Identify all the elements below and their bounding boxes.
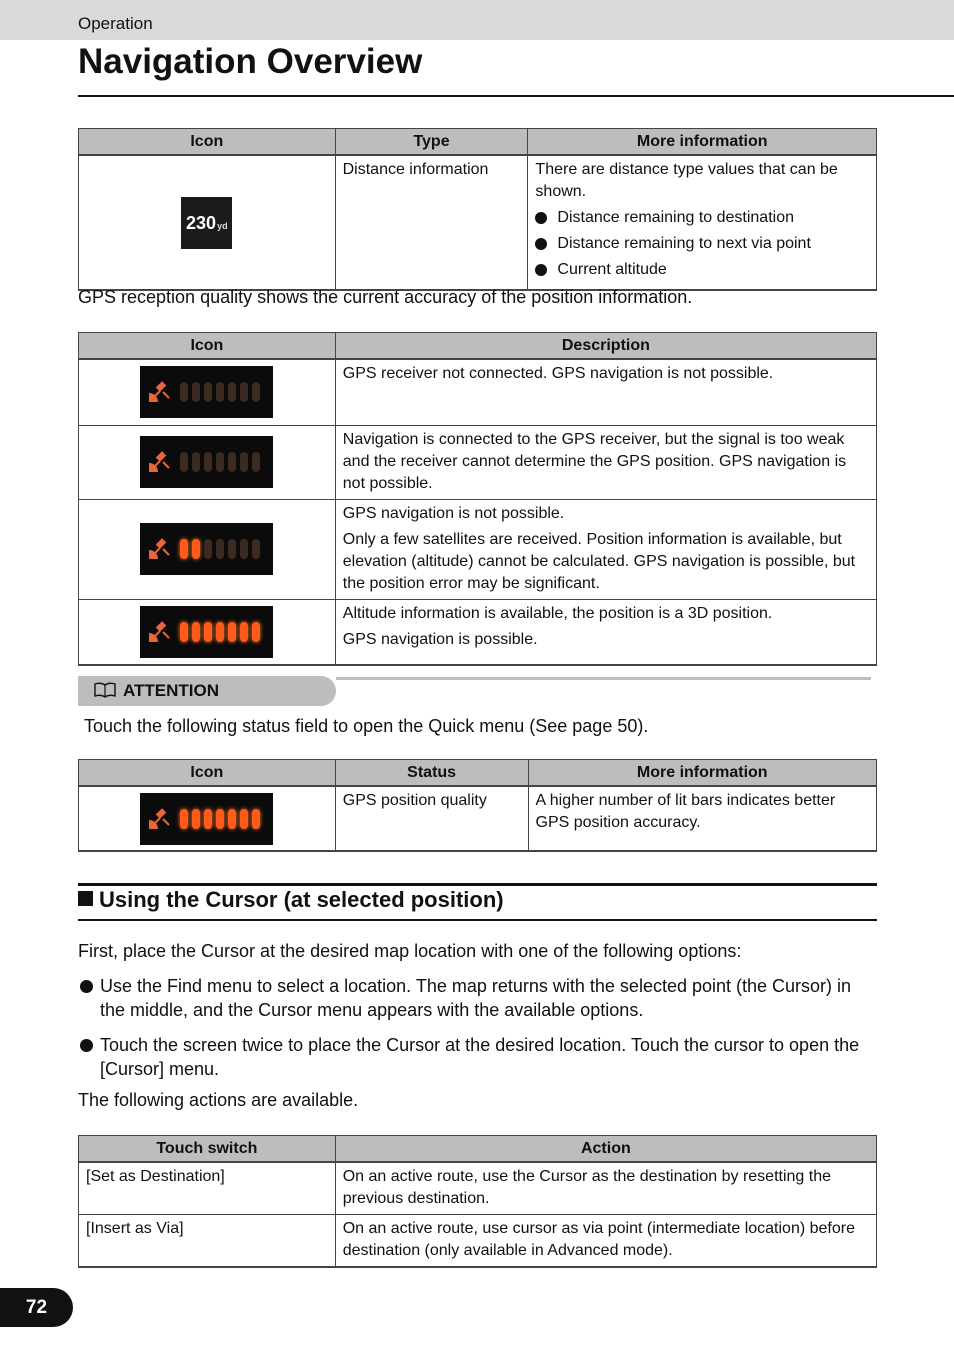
status-cell: GPS position quality [335,786,528,851]
signal-bar-unlit [228,382,236,402]
cursor-intro: First, place the Cursor at the desired map location with one of the following options: [78,941,742,961]
col-header-icon: Icon [79,760,336,787]
gps-quality-icon [140,366,273,418]
signal-bar-unlit [216,539,224,559]
signal-bar-lit [240,809,248,829]
signal-bars [180,539,260,559]
signal-bar-lit [216,809,224,829]
book-icon [93,682,117,698]
signal-bar-unlit [204,539,212,559]
col-header-action: Action [335,1136,876,1163]
page-title: Navigation Overview [78,42,423,81]
signal-bars [180,622,260,642]
signal-bar-unlit [240,382,248,402]
signal-bar-lit [204,622,212,642]
subheading-rule-top [78,883,877,886]
signal-bar-unlit [228,539,236,559]
action-cell: On an active route, use cursor as via point (intermediate location) before destination (only available in Advanced mode). [335,1215,876,1268]
description-cell [335,499,876,599]
gps-status-field[interactable] [140,793,273,845]
signal-bar-unlit [240,452,248,472]
touch-switch-cell: [Insert as Via] [79,1215,336,1268]
status-table [78,759,877,852]
satellite-icon [146,806,172,832]
signal-bar-lit [180,622,188,642]
list-item [78,974,878,1022]
signal-bar-unlit [204,452,212,472]
signal-bars [180,452,260,472]
signal-bar-lit [228,622,236,642]
icon-cell [79,155,336,290]
bullet-text: Use the Find menu to select a location. The map returns with the selected point (the Cursor) in the middle, and the Cursor menu appears with the available options. [100,976,852,1020]
touch-switch-cell: [Set as Destination] [79,1162,336,1215]
col-header-type: Type [335,129,528,156]
description-line: Altitude information is available, the position is a 3D position. [342,604,773,622]
col-header-icon: Icon [79,333,336,360]
description-line: GPS navigation is possible. [342,630,538,648]
section-label: Operation [78,14,153,33]
list-item: Distance remaining to next via point [535,233,869,255]
attention-text: Touch the following status field to open the Quick menu (See page 50). [84,716,649,736]
signal-bar-unlit [216,382,224,402]
attention-rule [336,677,871,680]
icon-cell [79,359,336,425]
type-cell: Distance information [335,155,528,290]
satellite-icon [146,619,172,645]
signal-bar-lit [204,809,212,829]
signal-bar-unlit [252,382,260,402]
signal-bar-unlit [252,452,260,472]
signal-bars [180,809,260,829]
distance-value: 230 [186,212,217,233]
info-intro: There are distance type values that can be shown. [535,161,838,200]
signal-bar-unlit [240,539,248,559]
signal-bars [180,382,260,402]
actions-table [78,1135,877,1268]
signal-bar-lit [192,539,200,559]
gps-quality-icon [140,606,273,658]
bullet-text: Touch the screen twice to place the Cursor at the desired location. Touch the cursor to open the [Cursor] menu. [100,1035,860,1079]
satellite-icon [146,536,172,562]
signal-bar-lit [252,622,260,642]
description-line: Only a few satellites are received. Position information is available, but elevation (altitude) cannot be calculated. GPS navigation is possible, but the position error may be significant. [342,530,856,592]
list-item: Distance remaining to destination [535,207,869,229]
subheading-rule-bottom [78,919,877,921]
signal-bar-unlit [180,382,188,402]
list-item: Current altitude [535,259,869,281]
description-line: GPS receiver not connected. GPS navigation is not possible. [342,365,774,382]
info-bullets [535,207,869,281]
bullet-icon [80,980,93,993]
info-cell: A higher number of lit bars indicates better GPS position accuracy. [528,786,877,851]
icon-cell [79,425,336,499]
attention-tab [78,676,336,706]
bullet-icon [80,1039,93,1052]
signal-bar-unlit [216,452,224,472]
gps-table [78,332,877,666]
icon-cell [79,499,336,599]
description-cell [335,359,876,425]
signal-bar-lit [180,809,188,829]
title-rule [78,95,954,97]
signal-bar-unlit [180,452,188,472]
info-cell [528,155,877,290]
icon-cell [79,599,336,665]
col-header-icon: Icon [79,129,336,156]
signal-bar-unlit [204,382,212,402]
description-line: Navigation is connected to the GPS receiver, but the signal is too weak and the receiver cannot determine the GPS position. GPS navigation is not possible. [342,430,847,492]
subheading [78,887,504,913]
col-header-touch-switch: Touch switch [79,1136,336,1163]
signal-bar-lit [240,622,248,642]
signal-bar-lit [180,539,188,559]
signal-bar-unlit [252,539,260,559]
signal-bar-lit [216,622,224,642]
page-number: 72 [0,1288,73,1327]
col-header-more-info: More information [528,129,877,156]
gps-intro: GPS reception quality shows the current accuracy of the position information. [78,287,693,307]
satellite-icon [146,449,172,475]
subheading-text: Using the Cursor (at selected position) [99,887,504,912]
attention-label: ATTENTION [123,681,220,700]
gps-quality-icon [140,436,273,488]
signal-bar-unlit [192,382,200,402]
signal-bar-lit [192,809,200,829]
description-cell [335,425,876,499]
cursor-outro: The following actions are available. [78,1090,359,1110]
square-bullet-icon [78,891,93,906]
signal-bar-unlit [228,452,236,472]
signal-bar-lit [252,809,260,829]
col-header-status: Status [335,760,528,787]
signal-bar-unlit [192,452,200,472]
distance-icon [181,197,232,249]
signal-bar-lit [192,622,200,642]
list-item [78,1033,878,1081]
action-cell: On an active route, use the Cursor as the destination by resetting the previous destination. [335,1162,876,1215]
distance-table [78,128,877,291]
gps-quality-icon [140,523,273,575]
icon-cell [79,786,336,851]
distance-unit: yd [217,220,228,231]
satellite-icon [146,379,172,405]
description-cell [335,599,876,665]
col-header-description: Description [335,333,876,360]
signal-bar-lit [228,809,236,829]
col-header-more-info: More information [528,760,877,787]
description-line: GPS navigation is not possible. [342,504,565,522]
